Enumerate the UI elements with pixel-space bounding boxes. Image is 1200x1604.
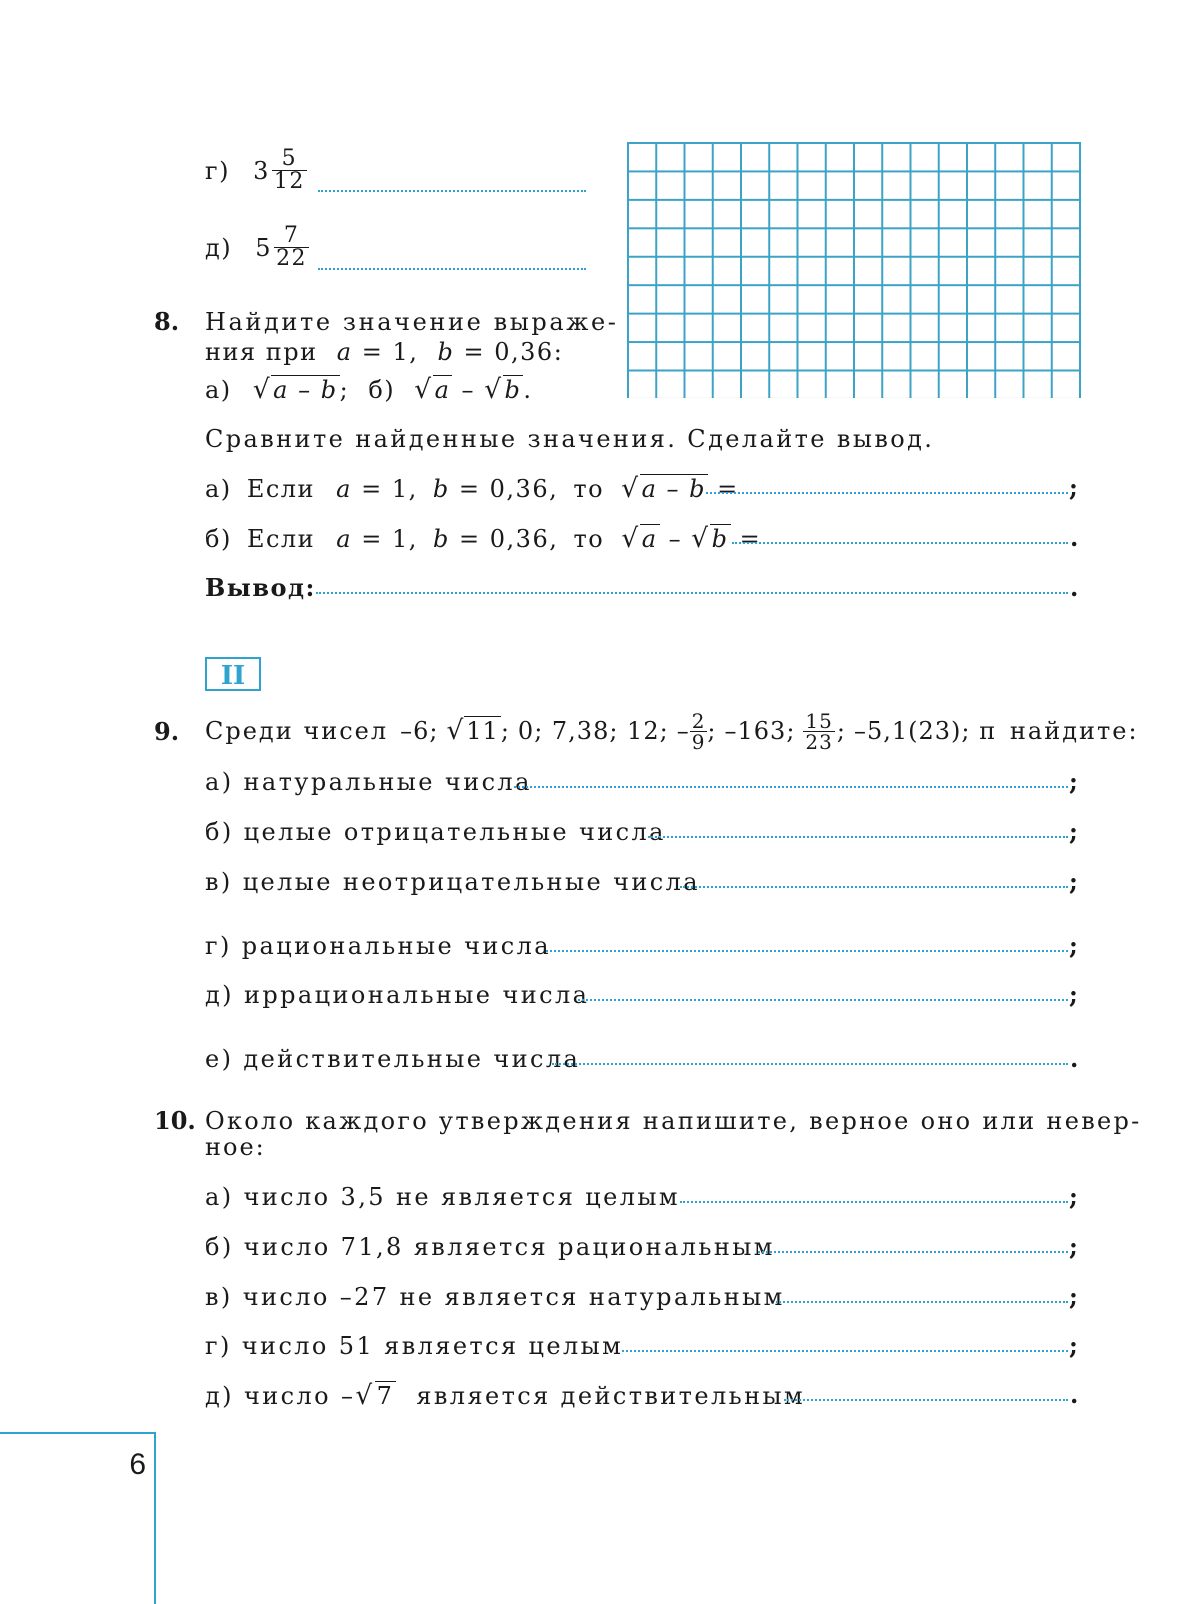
sqrt-expression [414, 374, 452, 405]
text: ния при [205, 338, 318, 366]
sqrt-icon: √ [484, 374, 503, 405]
task8-prompt-line2 [205, 340, 563, 364]
fraction [690, 708, 708, 754]
part-label: б) [205, 525, 232, 553]
item-text: число – [243, 1382, 356, 1410]
task10-item [205, 1285, 785, 1309]
task10-item [205, 1235, 775, 1259]
item-text: является действительным [416, 1382, 806, 1410]
item-label: в) [205, 1283, 233, 1311]
fraction [272, 148, 307, 193]
answer-line[interactable] [318, 268, 586, 270]
sqrt-expression [691, 523, 730, 554]
value-a: = 1, [361, 475, 418, 503]
punct: ; [1069, 817, 1078, 846]
text: то [573, 475, 605, 503]
task8-answer-a [205, 473, 739, 504]
variable-b: b [437, 338, 455, 366]
punct: ; [1069, 1182, 1078, 1211]
task9-prompt [205, 703, 1139, 759]
punct: ; [1069, 1331, 1078, 1360]
value-a: = 1, [361, 525, 418, 553]
graph-paper-grid[interactable] [627, 142, 1081, 398]
task8-answer-b [205, 523, 762, 554]
denominator: 12 [273, 169, 305, 194]
variable-b: b [433, 525, 450, 553]
item-text: число –27 не является натуральным [242, 1283, 785, 1311]
answer-line[interactable] [578, 999, 1068, 1001]
equals: = [717, 475, 739, 503]
denominator: 9 [691, 729, 706, 754]
item-label: б) [205, 818, 234, 846]
numerator: 15 [805, 708, 833, 733]
punct: ; [1069, 980, 1078, 1009]
punct: . [1070, 573, 1079, 602]
item-text: целые отрицательные числа [243, 818, 666, 846]
radicand: b [504, 376, 522, 404]
minus: – [461, 376, 476, 404]
answer-line[interactable] [776, 1301, 1068, 1303]
answer-line[interactable] [680, 1201, 1068, 1203]
radicand: b [711, 525, 729, 553]
section-marker: II [205, 657, 261, 691]
variable-a: a [336, 525, 353, 553]
radicand: a [434, 376, 451, 404]
task10-prompt-line2: ное: [205, 1133, 266, 1161]
punct: . [1070, 1044, 1079, 1073]
fraction [274, 225, 309, 270]
value-b: = 0,36, [458, 475, 559, 503]
minus: – [668, 525, 683, 553]
variable-a: a [336, 338, 353, 366]
item-text: рациональные числа [241, 932, 551, 960]
radicand: a – b [641, 475, 706, 503]
part-label: а) [205, 376, 232, 404]
sqrt-icon: √ [355, 1380, 375, 1411]
mixed-number-whole: 5 [255, 233, 273, 262]
item-label: а) [205, 768, 234, 796]
numbers: –5,1(23); π [853, 717, 996, 745]
item-text: натуральные числа [243, 768, 532, 796]
text: найдите: [1009, 717, 1139, 745]
sqrt-icon: √ [621, 473, 640, 504]
answer-line[interactable] [546, 950, 1068, 952]
answer-line[interactable] [318, 190, 586, 192]
item-label: г) [205, 932, 232, 960]
radicand: a [641, 525, 658, 553]
conclusion-label: Вывод: [205, 573, 316, 602]
task10-prompt-line1: Около каждого утверждения напишите, верное оно или невер- [205, 1107, 1142, 1135]
item-label: в) [205, 868, 233, 896]
task9-item [205, 1047, 580, 1071]
value-b: = 0,36, [459, 525, 559, 553]
punct: ; [339, 376, 350, 404]
item-text: число 3,5 не является целым [243, 1183, 680, 1211]
fraction [803, 708, 834, 754]
answer-line[interactable] [552, 1063, 1068, 1065]
sqrt-expression [252, 374, 340, 405]
item-label: д) [205, 233, 233, 262]
task-number: 9. [154, 717, 180, 746]
sqrt-expression [621, 473, 708, 504]
radicand: 11 [466, 716, 499, 745]
punct: ; [1069, 931, 1078, 960]
task-number: 10. [154, 1106, 196, 1135]
sqrt-icon: √ [414, 374, 433, 405]
item-label: е) [205, 1045, 234, 1073]
punct: ; [1069, 1282, 1078, 1311]
item-text: целые неотрицательные числа [242, 868, 700, 896]
task9-item [205, 870, 700, 894]
numerator: 7 [283, 223, 300, 248]
answer-line[interactable] [784, 1399, 1068, 1401]
task8-prompt-line1: Найдите значение выраже- [205, 308, 619, 336]
denominator: 23 [805, 729, 833, 754]
item-label: б) [205, 1233, 234, 1261]
variable-a: a [336, 475, 352, 503]
task9-item [205, 983, 589, 1007]
task7-item-g [205, 148, 309, 193]
value-b: = 0,36: [463, 338, 564, 366]
item-label: а) [205, 1183, 234, 1211]
item-label: г) [205, 1332, 232, 1360]
item-text: действительные числа [243, 1045, 581, 1073]
task-number: 8. [154, 307, 180, 336]
answer-line[interactable] [758, 1251, 1068, 1253]
punct: ; [1069, 867, 1078, 896]
answer-line[interactable] [514, 786, 1068, 788]
conclusion-answer-line[interactable] [316, 592, 1068, 594]
text: Среди чисел [205, 717, 389, 745]
punct: ; [836, 717, 846, 745]
punct: ; [1069, 1232, 1078, 1261]
mixed-number-whole: 3 [253, 156, 270, 185]
radicand: 7 [376, 1382, 395, 1410]
task9-item [205, 934, 551, 958]
page-number: 6 [129, 1448, 146, 1481]
task8-expressions [205, 374, 533, 405]
punct: ; [1069, 767, 1078, 796]
answer-line[interactable] [622, 1350, 1068, 1352]
sqrt-expression [484, 374, 523, 405]
answer-line[interactable] [732, 542, 1068, 544]
item-text: число 51 является целым [241, 1332, 624, 1360]
variable-b: b [432, 475, 450, 503]
sqrt-expression [446, 714, 500, 746]
sqrt-icon: √ [446, 714, 465, 746]
item-text: иррациональные числа [243, 981, 590, 1009]
page-number-box [0, 1432, 156, 1604]
text: Если [246, 475, 316, 503]
task10-item [205, 1380, 806, 1411]
sqrt-icon: √ [691, 523, 710, 554]
number: –163; [724, 717, 796, 745]
task7-item-d [205, 225, 311, 270]
item-text: число 71,8 является рациональным [243, 1233, 775, 1261]
punct: . [523, 376, 533, 404]
item-label: д) [205, 1382, 234, 1410]
sqrt-icon: √ [621, 523, 640, 554]
text: то [573, 525, 605, 553]
task8-compare-instruction: Сравните найденные значения. Сделайте вывод. [205, 425, 935, 453]
sqrt-expression [621, 523, 659, 554]
part-label: б) [368, 376, 396, 404]
punct: ; [1069, 473, 1078, 502]
answer-line[interactable] [680, 886, 1068, 888]
answer-line[interactable] [706, 492, 1068, 494]
answer-line[interactable] [648, 836, 1068, 838]
minus: – [676, 717, 690, 745]
radicand: a – b [273, 376, 338, 404]
punct: ; [707, 717, 717, 745]
numerator: 5 [281, 146, 298, 171]
value-a: = 1, [361, 338, 419, 366]
denominator: 22 [276, 246, 308, 271]
part-label: а) [205, 475, 232, 503]
sqrt-icon: √ [252, 374, 272, 405]
number: –6; [400, 717, 439, 745]
equals: = [739, 525, 762, 553]
sqrt-expression [355, 1380, 396, 1411]
item-label: д) [205, 981, 234, 1009]
numbers: 0; 7,38; 12; [517, 717, 669, 745]
punct: . [1070, 523, 1079, 552]
task9-item [205, 820, 666, 844]
task10-item [205, 1185, 680, 1209]
task10-item [205, 1334, 623, 1358]
numerator: 2 [691, 708, 706, 733]
punct: . [1070, 1380, 1079, 1409]
text: Если [246, 525, 316, 553]
task9-item [205, 770, 532, 794]
item-label: г) [205, 156, 230, 185]
punct: ; [500, 717, 510, 745]
